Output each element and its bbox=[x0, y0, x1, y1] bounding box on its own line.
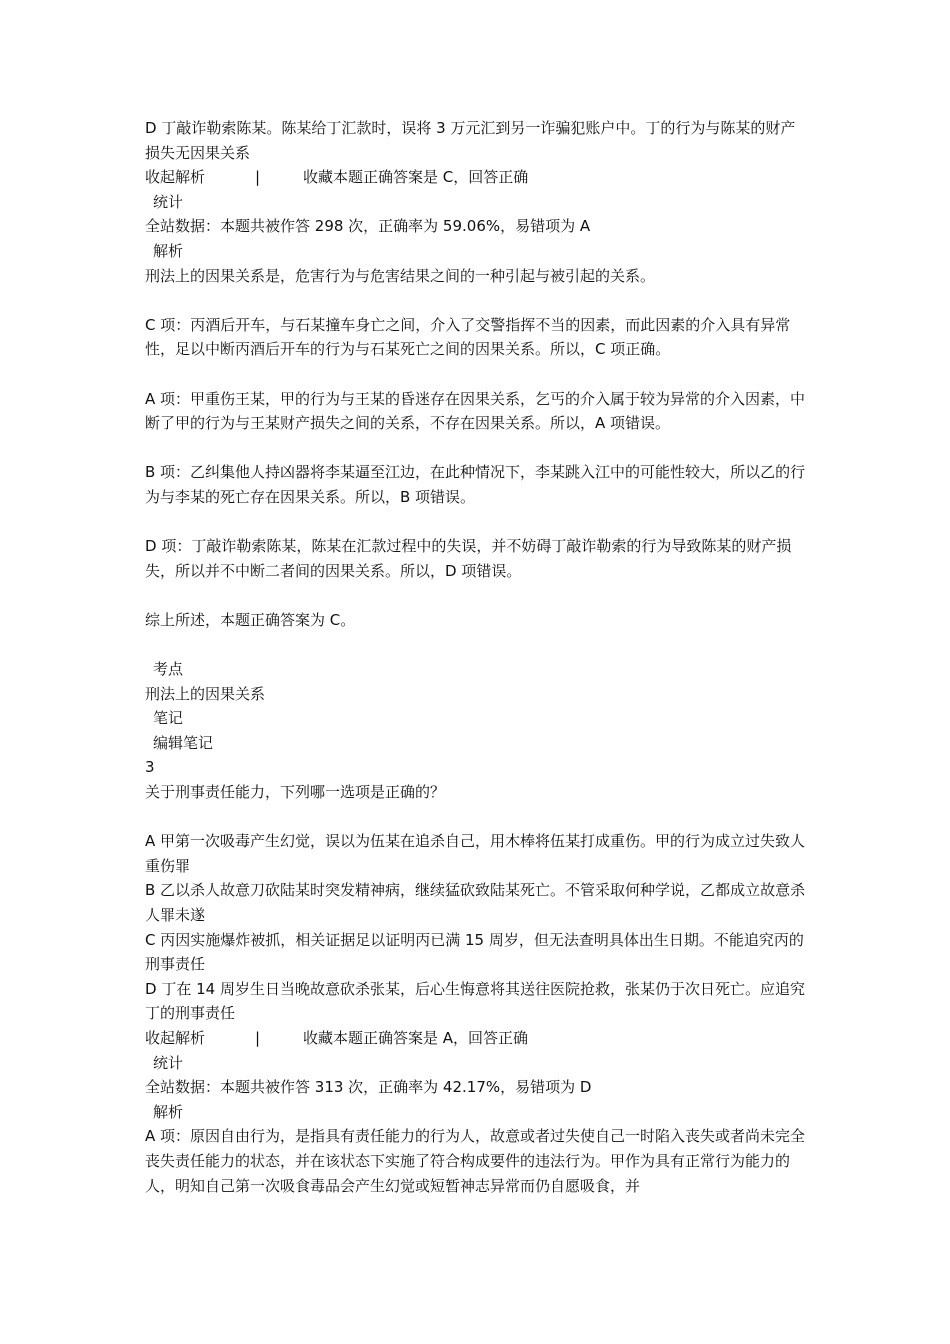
q3-number: 3 bbox=[145, 758, 155, 777]
q2-kaodian-text: 刑法上的因果关系 bbox=[145, 684, 266, 703]
q3-question: 关于刑事责任能力，下列哪一选项是正确的？ bbox=[145, 783, 446, 802]
q3-answer-result: 正确答案是 A，回答正确 bbox=[363, 1028, 529, 1047]
document-page bbox=[145, 116, 810, 1198]
q2-analysis-paragraph: A 项：甲重伤王某，甲的行为与王某的昏迷存在因果关系，乞丐的介入属于较为异常的介入因素，中断了甲的行为与王某财产损失之间的关系，不存在因果关系。所以，A 项错误。 bbox=[145, 389, 806, 433]
q2-answer-result: 正确答案是 C，回答正确 bbox=[363, 168, 529, 187]
q3-option-b[interactable]: B 乙以杀人故意刀砍陆某时突发精神病，继续猛砍致陆某死亡。不管采取何种学说，乙都成立故意杀人罪未遂 bbox=[145, 881, 806, 924]
q2-answer-bar bbox=[145, 165, 810, 190]
q2-analysis-summary: 综上所述，本题正确答案为 C。 bbox=[145, 610, 356, 629]
q2-edit-notes-link[interactable]: 编辑笔记 bbox=[153, 733, 214, 752]
q3-analysis-paragraph: A 项：原因自由行为，是指具有责任能力的行为人，故意或者过失使自己一时陷入丧失或者尚未完全丧失责任能力的状态，并在该状态下实施了符合构成要件的违法行为。甲作为具有正常行为能力的人，明知自己第一次吸食毒品会产生幻觉或短暂神志异常而仍自愿吸食，并 bbox=[145, 1127, 806, 1195]
q2-toolbar-separator: | bbox=[255, 168, 261, 187]
q2-analysis-paragraph: B 项：乙纠集他人持凶器将李某逼至江边，在此种情况下，李某跳入江中的可能性较大，所以乙的行为与李某的死亡存在因果关系。所以，B 项错误。 bbox=[145, 463, 806, 506]
q2-collapse-analysis-link[interactable]: 收起解析 bbox=[145, 168, 206, 187]
q2-analysis-paragraph: D 项：丁敲诈勒索陈某，陈某在汇款过程中的失误，并不妨碍丁敲诈勒索的行为导致陈某的财产损失，所以并不中断二者间的因果关系。所以，D 项错误。 bbox=[145, 537, 792, 580]
q2-stats-text: 全站数据：本题共被作答 298 次，正确率为 59.06%，易错项为 A bbox=[145, 217, 591, 236]
q3-stats-text: 全站数据：本题共被作答 313 次，正确率为 42.17%，易错项为 D bbox=[145, 1078, 592, 1097]
q2-option-d: D 丁敲诈勒索陈某。陈某给丁汇款时，误将 3 万元汇到另一诈骗犯账户中。丁的行为与陈某的财产损失无因果关系 bbox=[145, 119, 796, 162]
q2-kaodian-heading: 考点 bbox=[153, 660, 184, 679]
q3-option-a[interactable]: A 甲第一次吸毒产生幻觉，误以为伍某在追杀自己，用木棒将伍某打成重伤。甲的行为成立过失致人重伤罪 bbox=[145, 832, 806, 875]
q2-analysis-paragraph: C 项：丙酒后开车，与石某撞车身亡之间，介入了交警指挥不当的因素，而此因素的介入具有异常性，足以中断丙酒后开车的行为与石某死亡之间的因果关系。所以，C 项正确。 bbox=[145, 315, 791, 359]
q3-toolbar-separator: | bbox=[255, 1028, 261, 1047]
q3-option-d[interactable]: D 丁在 14 周岁生日当晚故意砍杀张某，后心生悔意将其送往医院抢救，张某仍于次日死亡。应追究丁的刑事责任 bbox=[145, 979, 805, 1023]
q3-answer-bar bbox=[145, 1026, 810, 1051]
q2-favorite-link[interactable]: 收藏本题 bbox=[303, 168, 364, 187]
q3-favorite-link[interactable]: 收藏本题 bbox=[303, 1028, 364, 1047]
q2-stats-heading: 统计 bbox=[153, 192, 184, 211]
q2-analysis-paragraph: 刑法上的因果关系是，危害行为与危害结果之间的一种引起与被引起的关系。 bbox=[145, 266, 656, 285]
q2-analysis-heading: 解析 bbox=[153, 241, 184, 260]
q3-stats-heading: 统计 bbox=[153, 1053, 184, 1072]
q3-analysis-heading: 解析 bbox=[153, 1102, 184, 1121]
q3-collapse-analysis-link[interactable]: 收起解析 bbox=[145, 1028, 206, 1047]
q2-notes-heading: 笔记 bbox=[153, 709, 184, 728]
q3-option-c[interactable]: C 丙因实施爆炸被抓，相关证据足以证明丙已满 15 周岁，但无法查明具体出生日期。不能追究丙的刑事责任 bbox=[145, 930, 804, 974]
